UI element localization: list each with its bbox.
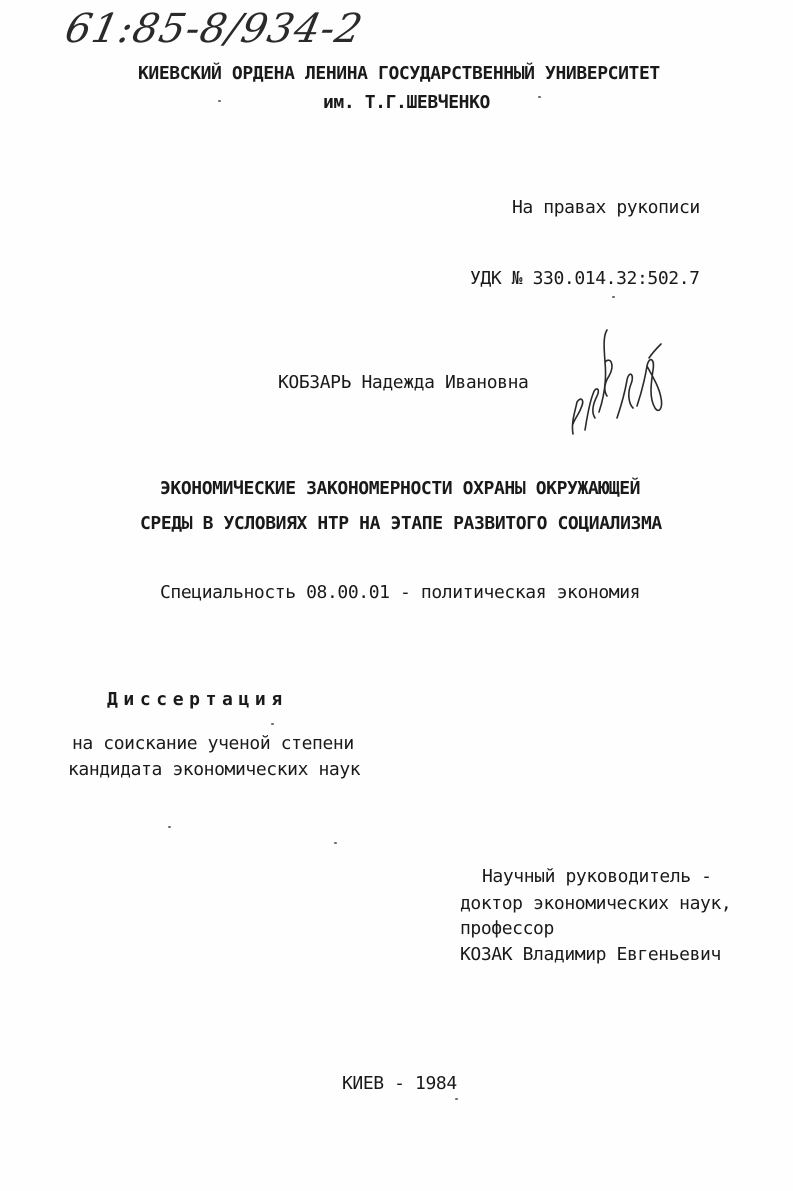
scan-speck [538,96,541,98]
supervisor-degree: доктор экономических наук, [460,893,732,914]
scan-speck [168,826,171,828]
thesis-title-line-1: ЭКОНОМИЧЕСКИЕ ЗАКОНОМЕРНОСТИ ОХРАНЫ ОКРУЖАЮЩЕЙ [160,478,641,499]
degree-line-2: кандидата экономических наук [68,759,361,780]
author-name: КОБЗАРЬ Надежда Ивановна [278,372,529,393]
scan-speck [612,296,615,298]
degree-line-1: на соискание ученой степени [72,733,354,754]
supervisor-name: КОЗАК Владимир Евгеньевич [460,944,721,965]
scan-speck [334,842,337,844]
scan-speck [455,1098,458,1100]
author-signature [563,322,673,442]
thesis-title-line-2: СРЕДЫ В УСЛОВИЯХ НТР НА ЭТАПЕ РАЗВИТОГО СОЦИАЛИЗМА [140,513,662,534]
place-and-year: КИЕВ - 1984 [342,1073,457,1094]
udc-code: УДК № 330.014.32:502.7 [470,268,700,289]
institution-name: КИЕВСКИЙ ОРДЕНА ЛЕНИНА ГОСУДАРСТВЕННЫЙ УНИВЕРСИТЕТ [138,63,660,84]
document-type: Диссертация [107,689,288,710]
specialty: Специальность 08.00.01 - политическая экономия [160,582,641,603]
supervisor-role: Научный руководитель - [482,866,712,887]
scan-speck [218,100,221,102]
institution-name-suffix: им. Т.Г.ШЕВЧЕНКО [323,92,490,113]
archive-mark: 61:85-8/934-2 [61,6,367,52]
scan-speck [271,723,274,725]
supervisor-title: профессор [460,918,554,939]
manuscript-rights: На правах рукописи [512,197,700,218]
